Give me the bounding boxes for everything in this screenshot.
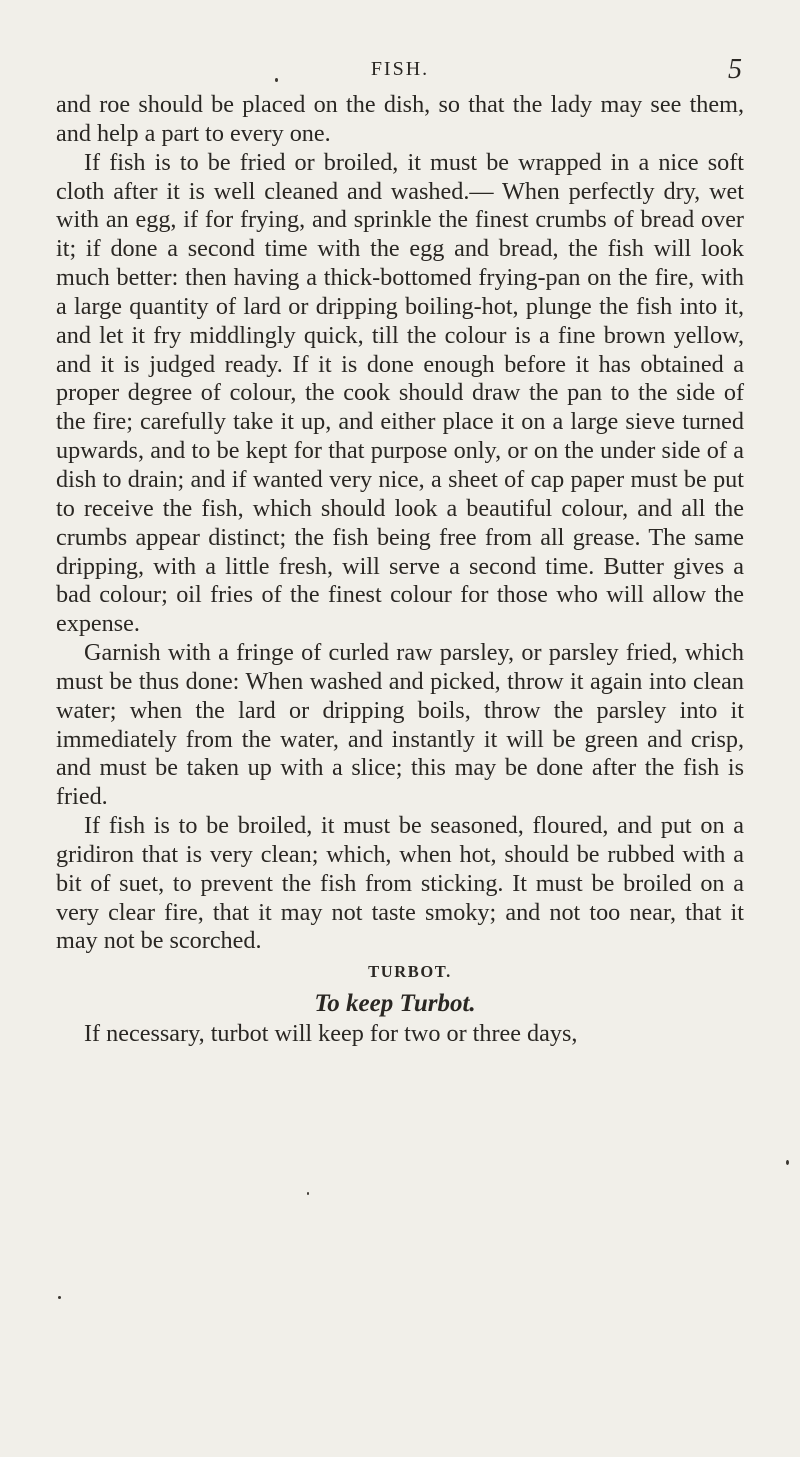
page-number: 5 bbox=[728, 54, 742, 85]
body-text bbox=[56, 91, 744, 1049]
paper-fleck bbox=[58, 1296, 61, 1299]
paper-fleck bbox=[275, 78, 278, 82]
paragraph-frying: If fish is to be fried or broiled, it must be wrapped in a nice soft cloth after it is well cleaned and washed.— When perfectly dry, wet with an egg, if for frying, and sprinkle the finest crumbs of bread over it; if done a second time with the egg and bread, the fish will look much better: then having a thick-bottomed frying-pan on the fire, with a large quantity of lard or dripping boiling-hot, plunge the fish into it, and let it fry middlingly quick, till the colour is a fine brown yellow, and it is judged ready. If it is done enough before it has obtained a proper degree of colour, the cook should draw the pan to the side of the fire; carefully take it up, and either place it on a large sieve turned upwards, and to be kept for that purpose only, or on the under side of a dish to drain; and if wanted very nice, a sheet of cap paper must be put to receive the fish, which should look a beautiful colour, and all the crumbs appear distinct; the fish being free from all grease. The same dripping, with a little fresh, will serve a second time. Butter gives a bad colour; oil fries of the finest colour for those who will allow the expense. bbox=[56, 148, 744, 638]
paragraph-turbot: If necessary, turbot will keep for two or three days, bbox=[84, 1020, 578, 1048]
paragraph-garnish: Garnish with a fringe of curled raw parsley, or parsley fried, which must be thus done: When washed and picked, throw it again into clean water; when the lard or dripping boils, throw the parsley into it immediately from the water, and instantly it will be green and crisp, and must be taken up with a slice; this may be done after the fish is fried. bbox=[56, 639, 744, 811]
running-head-title: FISH. bbox=[370, 58, 430, 80]
section-heading-turbot: TURBOT. bbox=[368, 962, 452, 982]
paragraph-continuation: and roe should be placed on the dish, so that the lady may see them, and help a part to every one. bbox=[56, 91, 744, 147]
paper-fleck bbox=[786, 1160, 789, 1165]
sub-heading-keep-turbot: To keep Turbot. bbox=[314, 990, 476, 1018]
running-head bbox=[56, 56, 744, 86]
paper-fleck bbox=[307, 1192, 309, 1195]
paragraph-broiling: If fish is to be broiled, it must be seasoned, floured, and put on a gridiron that is very clean; which, when hot, should be rubbed with a bit of suet, to prevent the fish from sticking. It must be broiled on a very clear fire, that it may not taste smoky; and not too near, that it may not be scorched. bbox=[56, 812, 744, 955]
